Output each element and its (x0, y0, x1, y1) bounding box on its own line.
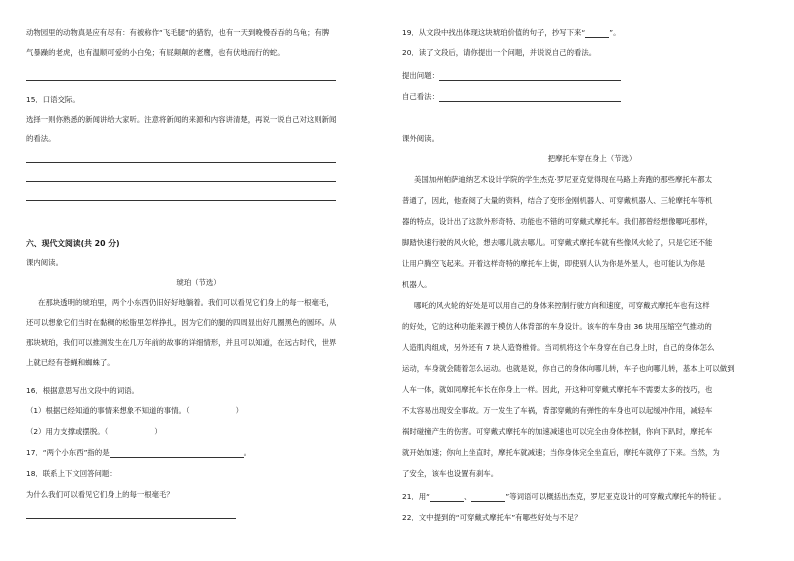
passage-p2-line-1: 哪吒的风火轮的好处是可以用自己的身体来控制行驶方向和速度，可穿戴式摩托车也有这样 (414, 301, 710, 310)
inclass-reading-label: 课内阅读。 (26, 258, 63, 267)
fill-blank[interactable] (110, 448, 244, 458)
passage-line-3: 那块琥珀，我们可以推测发生在几万年前的故事的详细情形，并且可以知道，在远古时代，世界 (26, 338, 337, 347)
section-6-title: 六、现代文阅读(共 20 分) (26, 239, 120, 248)
intro-line-2: 气暴躁的老虎，也有温顺可爱的小白兔；有屁颠颠的老鹰，也有伏地而行的蛇。 (26, 48, 285, 57)
q20-ask: 提出问题： (402, 71, 621, 81)
q15-line-1: 选择一则你熟悉的新闻讲给大家听。注意将新闻的来源和内容讲清楚，再说一说自己对这则新闻 (26, 115, 337, 124)
passage-p1-line-3: 器的特点，设计出了这款外形奇特、功能也不错的可穿戴式摩托车。我们都曾经想像哪吒那样， (402, 217, 713, 226)
answer-line[interactable] (26, 518, 236, 519)
passage-p2-line-3: 人造肌肉组成，另外还有 7 块人造脊椎骨。当司机将这个车身穿在自己身上时，自己的身体怎么 (402, 343, 715, 352)
extra-reading-label: 课外阅读。 (402, 134, 439, 143)
fill-blank[interactable] (439, 71, 621, 81)
q18-title: 18．联系上下文回答问题： (26, 469, 117, 478)
passage-p1-line-1: 美国加州帕萨迪纳艺术设计学院的学生杰克·罗尼亚克觉得现在马路上奔跑的那些摩托车都太 (414, 175, 712, 184)
q18-question: 为什么我们可以看见它们身上的每一根毫毛？ (26, 490, 174, 499)
fill-blank[interactable] (471, 492, 505, 502)
q16-title: 16．根据意思写出文段中的词语。 (26, 386, 139, 395)
passage-p2-line-5: 人车一体，就如同摩托车长在你身上一样。因此，开这种可穿戴式摩托车不需要太多的技巧，也 (402, 385, 713, 394)
passage-p2-line-9: 了安全，该车也设置有刹车。 (402, 469, 499, 478)
q21: 21．用“ 、 ”等词语可以概括出杰克，罗尼亚克设计的可穿戴式摩托车的特征 。 (402, 492, 726, 501)
passage-p2-line-6: 不太容易出现安全事故。万一发生了车祸，背部穿戴的有弹性的车身也可以起缓冲作用，减轻车 (402, 406, 713, 415)
answer-line[interactable] (26, 181, 336, 182)
passage-line-4: 上就已经有苍蝇和蜘蛛了。 (26, 358, 115, 367)
fill-blank[interactable] (430, 492, 464, 502)
passage-p1-line-5: 让用户腾空飞起来。开着这样奇特的摩托车上街，即使别人认为你是外星人，也可能认为你是 (402, 259, 706, 268)
q15-line-2: 的看法。 (26, 134, 56, 143)
passage-line-1: 在那块透明的琥珀里，两个小东西仍旧好好地躺着。我们可以看见它们身上的每一根毫毛， (38, 298, 334, 307)
passage-title: 把摩托车穿在身上（节选） (547, 154, 637, 163)
answer-line[interactable] (26, 200, 336, 201)
q17: 17．“两个小东西”指的是 。 (26, 448, 251, 457)
passage-line-2: 还可以想象它们当时在黏稠的松脂里怎样挣扎，因为它们的腿的四周显出好几圈黑色的圆环。从 (26, 318, 337, 327)
q16-item-2: （2）用力支撑或摆脱。（ ） (26, 427, 162, 436)
q22: 22．文中提到的“可穿戴式摩托车”有哪些好处与不足？ (402, 513, 582, 522)
passage-title: 琥珀（节选） (176, 278, 221, 287)
q16-item-1: （1）根据已经知道的事情来想象不知道的事情。（ ） (26, 406, 244, 415)
answer-line[interactable] (26, 80, 336, 81)
intro-line-1: 动物园里的动物真是应有尽有：有被称作“飞毛腿”的猎豹，也有一天到晚慢吞吞的乌龟；有脾 (26, 28, 330, 37)
passage-p2-line-2: 的好处，它的这种功能来源于模仿人体背部的车身设计。该车的车身由 36 块用压缩空气推动的 (402, 322, 712, 331)
passage-p1-line-6: 机器人。 (402, 280, 432, 289)
q19: 19．从文段中找出体现这块琥珀价值的句子，抄写下来“ ”。 (402, 28, 621, 37)
passage-p2-line-7: 祸时碰撞产生的伤害。可穿戴式摩托车的加速减速也可以完全由身体控制，你向下趴时，摩托车 (402, 427, 713, 436)
q20-view: 自己看法： (402, 92, 621, 102)
passage-p1-line-4: 脚踏快速行驶的风火轮，想去哪儿就去哪儿。可穿戴式摩托车就有些像风火轮了，只是它还不能 (402, 238, 713, 247)
fill-blank[interactable] (439, 92, 621, 102)
passage-p2-line-8: 就开始加速；你向上坐直时，摩托车就减速；当你身体完全坐直后，摩托车就停了下来。当然，为 (402, 448, 720, 457)
passage-p1-line-2: 普通了，因此，他查阅了大量的资料，结合了变形金刚机器人、可穿戴机器人、三轮摩托车等机 (402, 196, 713, 205)
q20-title: 20．读了文段后，请你提出一个问题，并说说自己的看法。 (402, 48, 597, 57)
fill-blank[interactable] (585, 28, 609, 38)
q15-title: 15．口语交际。 (26, 95, 80, 104)
answer-line[interactable] (26, 162, 336, 163)
passage-p2-line-4: 运动，车身就会随着怎么运动。也就是说，你自己的身体向哪儿转，车子也向哪儿转，基本上可以做到 (402, 364, 735, 373)
